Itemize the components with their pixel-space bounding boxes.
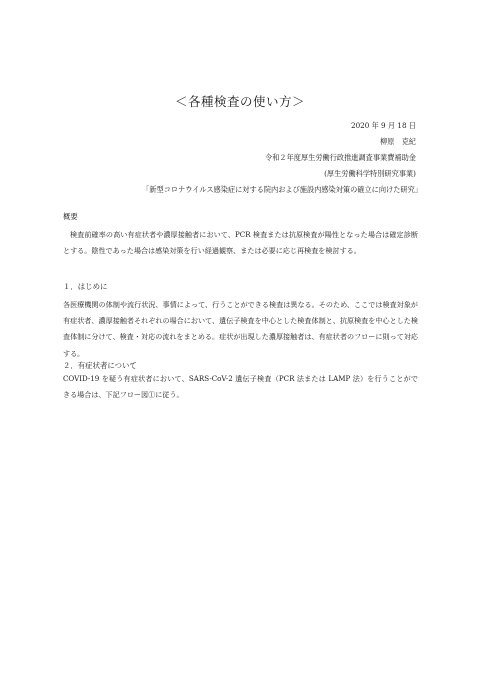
grant-name: 令和２年度厚生労働行政推進調査事業費補助金 <box>265 153 416 162</box>
section-paragraph-symptomatic: COVID-19 を疑う有症状者において、SARS-CoV-2 遺伝子検査（PCR 法または LAMP 法）を行うことができる場合は、下記フロー図①に従う。 <box>63 374 418 400</box>
section-heading-introduction: １．はじめに <box>63 282 108 291</box>
summary-paragraph: 検査前確率の高い有症状者や濃厚接触者において、PCR 検査または抗原検査が陽性となった場合は確定診断とする。陰性であった場合は感染対策を行い経過観察、または必要に応じ再検査を検討する。 <box>63 230 418 256</box>
section-paragraph-introduction: 各医療機関の体制や流行状況、事情によって、行うことができる検査は異なる。そのため、ここでは検査対象が有症状者、濃厚接触者それぞれの場合において、遺伝子検査を中心とした検査体制と、抗原検査を中心とした検査体制に分けて、検査・対応の流れをまとめる。症状が出現した濃厚接触者は、有症状者のフローに則って対応する。 <box>63 300 418 358</box>
document-author: 柳原 克紀 <box>380 137 416 146</box>
summary-heading: 概要 <box>63 212 78 221</box>
document-date: 2020 年 9 月 18 日 <box>351 121 416 130</box>
project-title: 「新型コロナウイルス感染症に対する院内および施設内感染対策の確立に向けた研究」 <box>142 185 422 194</box>
program-name: (厚生労働科学特別研究事業) <box>324 169 416 178</box>
document-title: ＜各種検査の使い方＞ <box>174 94 305 109</box>
section-heading-symptomatic: ２．有症状者について <box>63 361 137 370</box>
